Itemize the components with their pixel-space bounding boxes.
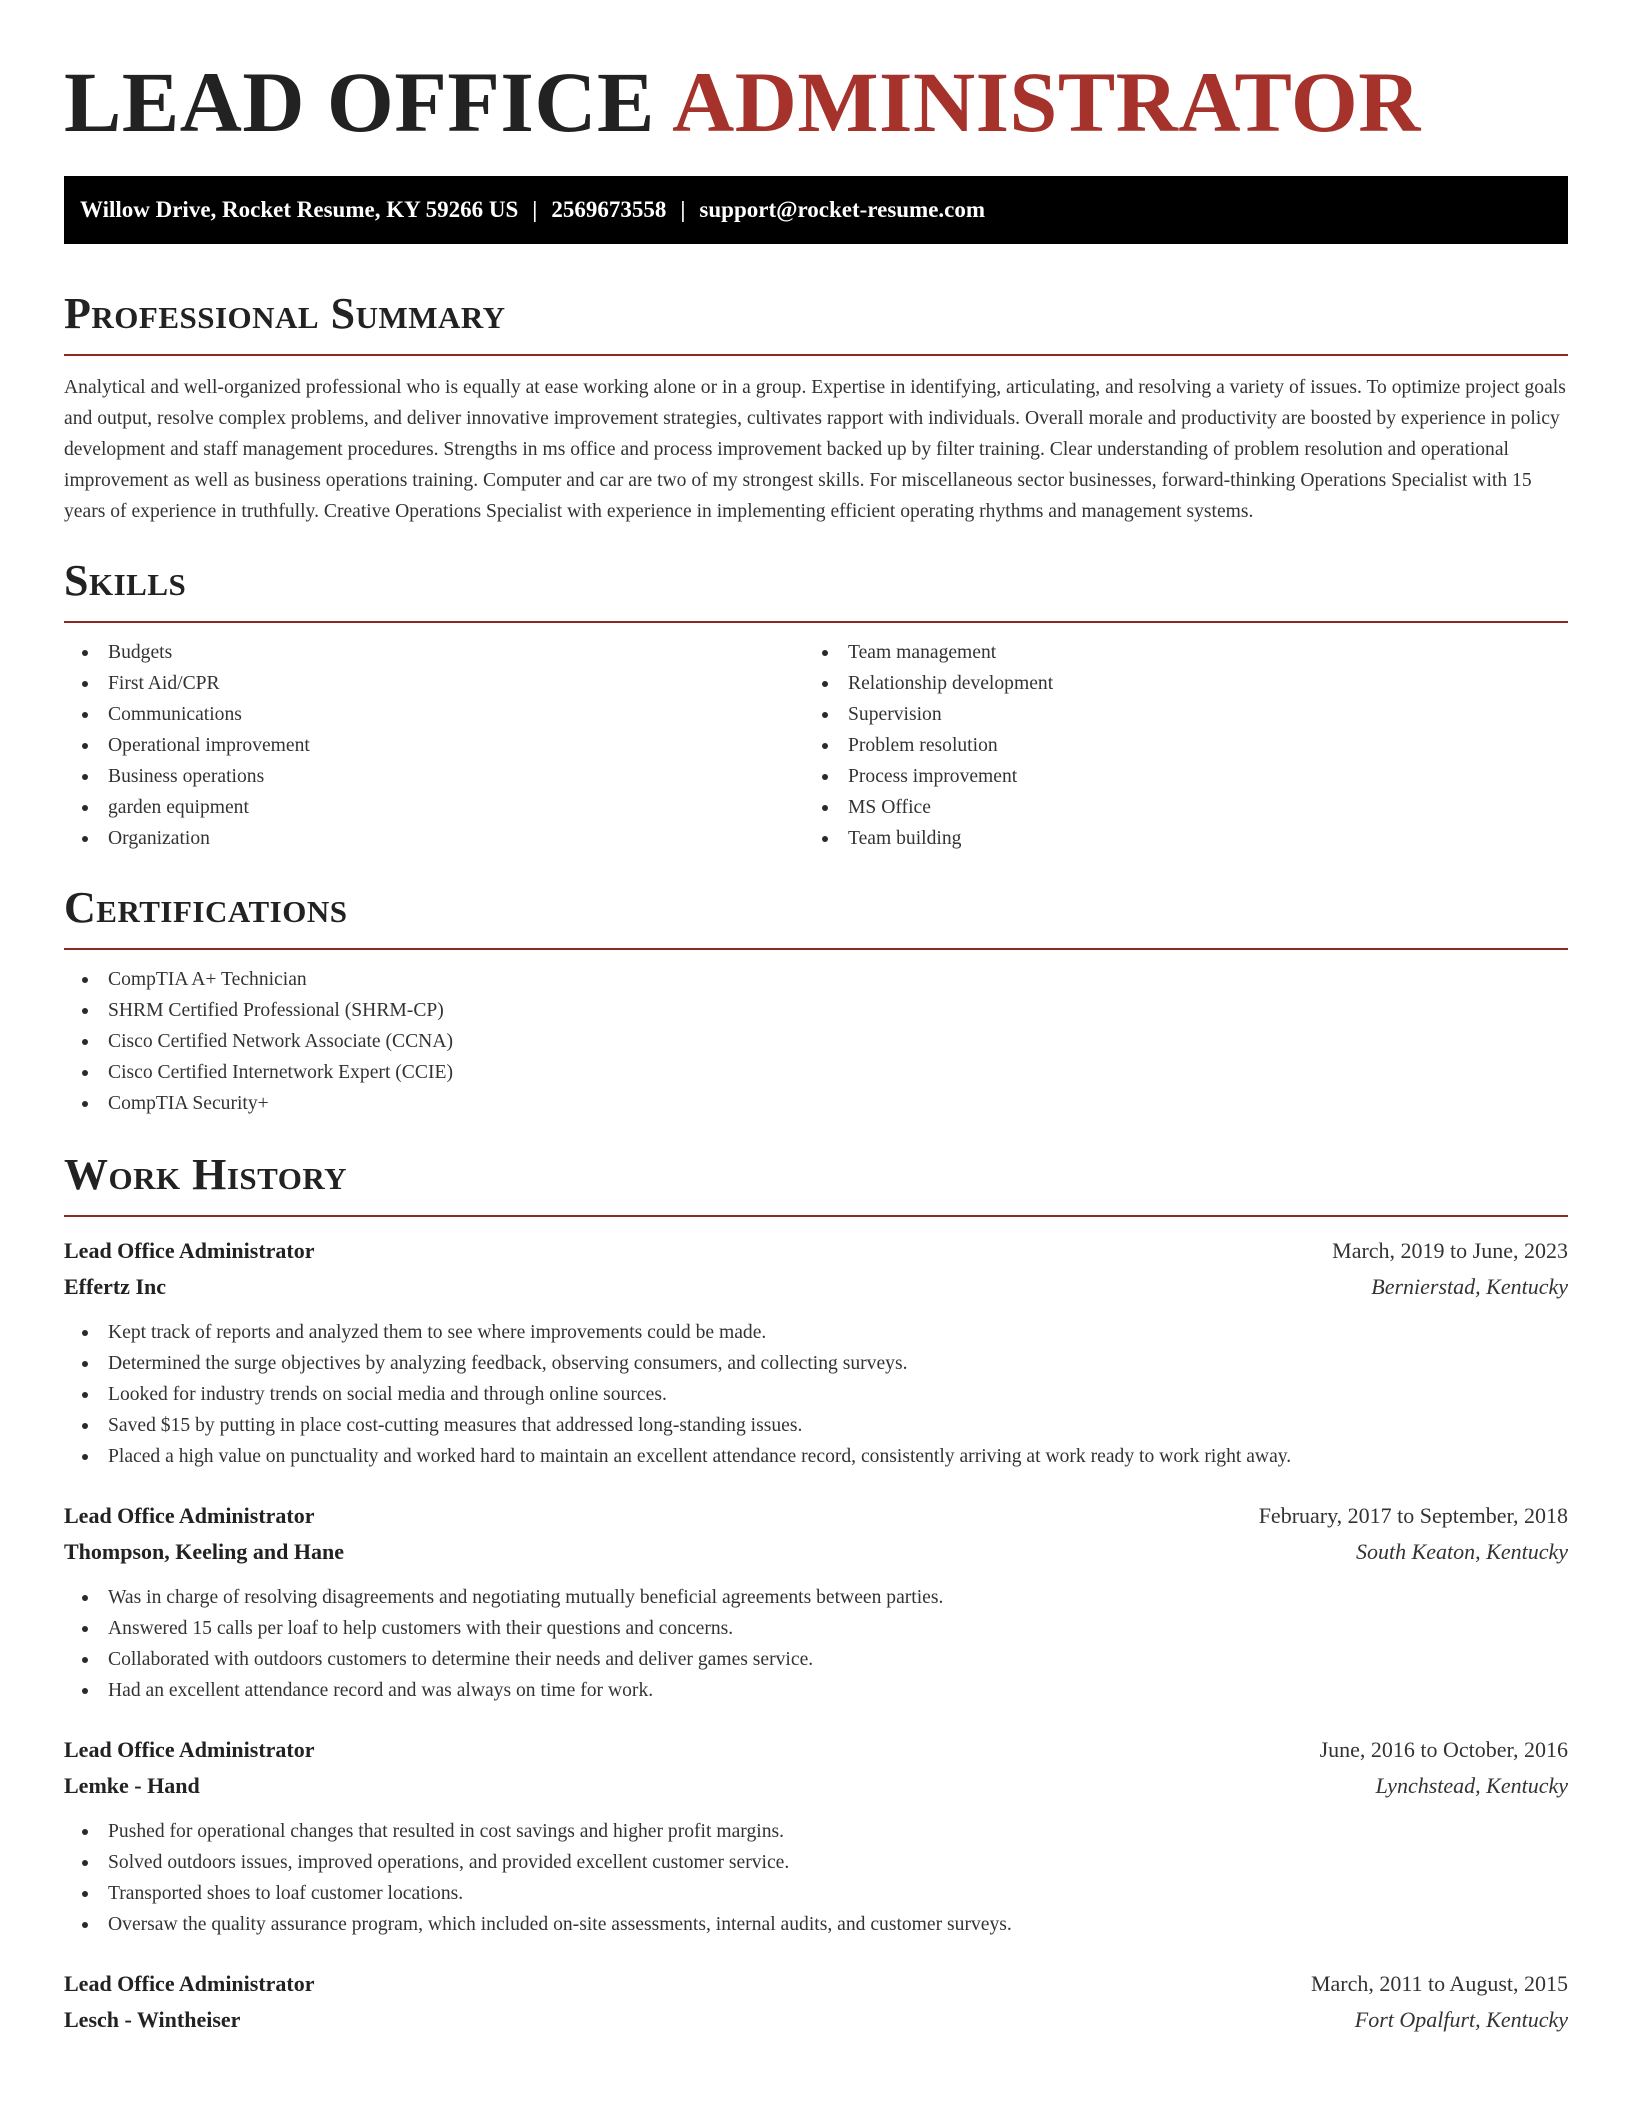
job-bullet-item: Answered 15 calls per loaf to help customers with their questions and concerns. bbox=[64, 1613, 1568, 1644]
job-bullet-item: Had an excellent attendance record and was always on time for work. bbox=[64, 1675, 1568, 1706]
section-title-certifications: Certifications bbox=[64, 883, 348, 932]
skills-list-left bbox=[64, 637, 804, 854]
job-header-row bbox=[64, 1966, 1568, 2002]
job-dates: March, 2011 to August, 2015 bbox=[1310, 1971, 1568, 1996]
job-location: South Keaton, Kentucky bbox=[1355, 1539, 1568, 1564]
certifications-list bbox=[64, 964, 1568, 1119]
job-location: Fort Opalfurt, Kentucky bbox=[1354, 2007, 1568, 2032]
job-title: Lead Office Administrator bbox=[64, 1737, 315, 1762]
contact-address: Willow Drive, Rocket Resume, KY 59266 US bbox=[80, 197, 519, 222]
skill-item: First Aid/CPR bbox=[64, 668, 804, 699]
job-company-row bbox=[64, 1269, 1568, 1305]
job-title: Lead Office Administrator bbox=[64, 1971, 315, 1996]
skill-item: Organization bbox=[64, 823, 804, 854]
summary-text: Analytical and well-organized professional who is equally at ease working alone or in a group. Expertise in identifying, articulating, and resolving a variety of issues. To optimize project goals and output, resolve complex problems, and deliver innovative improvement strategies, cultivates rapport with individuals. Overall morale and productivity are boosted by experience in policy development and staff management procedures. Strengths in ms office and process improvement backed up by filter training. Clear understanding of problem resolution and operational improvement as well as business operations training. Computer and car are two of my strongest skills. For miscellaneous sector businesses, forward-thinking Operations Specialist with 15 years of experience in truthfully. Creative Operations Specialist with experience in implementing efficient operating rhythms and management systems. bbox=[64, 377, 1566, 522]
skills-list-right bbox=[804, 637, 1544, 854]
summary-section bbox=[64, 288, 1568, 527]
job-location: Bernierstad, Kentucky bbox=[1371, 1274, 1568, 1299]
section-title-summary: Professional Summary bbox=[64, 289, 506, 338]
section-divider bbox=[64, 354, 1568, 356]
job-dates: February, 2017 to September, 2018 bbox=[1258, 1503, 1568, 1528]
job-company: Lemke - Hand bbox=[64, 1773, 200, 1798]
job-bullet-item: Placed a high value on punctuality and worked hard to maintain an excellent attendance record, consistently arriving at work ready to work right away. bbox=[64, 1441, 1568, 1472]
skill-item: MS Office bbox=[804, 792, 1544, 823]
skill-item: Problem resolution bbox=[804, 730, 1544, 761]
contact-email: support@rocket-resume.com bbox=[699, 197, 986, 222]
job-entry bbox=[64, 1233, 1568, 1472]
job-company-row bbox=[64, 1534, 1568, 1570]
skills-section bbox=[64, 555, 1568, 854]
job-entry bbox=[64, 1498, 1568, 1706]
job-dates: June, 2016 to October, 2016 bbox=[1319, 1737, 1568, 1762]
section-divider bbox=[64, 1215, 1568, 1217]
job-dates: March, 2019 to June, 2023 bbox=[1332, 1238, 1568, 1263]
job-bullets bbox=[64, 1317, 1568, 1472]
resume-page bbox=[64, 0, 1568, 2064]
certification-item: CompTIA A+ Technician bbox=[64, 964, 1568, 995]
job-company: Lesch - Wintheiser bbox=[64, 2007, 241, 2032]
job-header-row bbox=[64, 1732, 1568, 1768]
job-header-row bbox=[64, 1233, 1568, 1269]
skill-item: Supervision bbox=[804, 699, 1544, 730]
job-bullet-item: Determined the surge objectives by analyzing feedback, observing consumers, and collecting surveys. bbox=[64, 1348, 1568, 1379]
job-bullet-item: Looked for industry trends on social media and through online sources. bbox=[64, 1379, 1568, 1410]
job-bullet-item: Transported shoes to loaf customer locations. bbox=[64, 1878, 1568, 1909]
job-company-row bbox=[64, 2002, 1568, 2038]
name-part-1: LEAD OFFICE bbox=[64, 54, 655, 150]
contact-separator: | bbox=[532, 197, 538, 222]
job-bullet-item: Collaborated with outdoors customers to determine their needs and deliver games service. bbox=[64, 1644, 1568, 1675]
section-divider bbox=[64, 948, 1568, 950]
job-bullet-item: Saved $15 by putting in place cost-cutting measures that addressed long-standing issues. bbox=[64, 1410, 1568, 1441]
certification-item: Cisco Certified Network Associate (CCNA) bbox=[64, 1026, 1568, 1057]
job-bullet-item: Oversaw the quality assurance program, which included on-site assessments, internal audits, and customer surveys. bbox=[64, 1909, 1568, 1940]
work-history-section bbox=[64, 1149, 1568, 2038]
job-bullet-item: Pushed for operational changes that resulted in cost savings and higher profit margins. bbox=[64, 1816, 1568, 1847]
skill-item: Budgets bbox=[64, 637, 804, 668]
contact-separator: | bbox=[680, 197, 686, 222]
skill-item: Operational improvement bbox=[64, 730, 804, 761]
job-bullet-item: Kept track of reports and analyzed them to see where improvements could be made. bbox=[64, 1317, 1568, 1348]
skill-item: Process improvement bbox=[804, 761, 1544, 792]
job-bullet-item: Was in charge of resolving disagreements and negotiating mutually beneficial agreements between parties. bbox=[64, 1582, 1568, 1613]
resume-name-heading bbox=[64, 0, 1568, 152]
skill-item: Team management bbox=[804, 637, 1544, 668]
job-company: Effertz Inc bbox=[64, 1274, 167, 1299]
job-entry bbox=[64, 1966, 1568, 2038]
job-bullets bbox=[64, 1582, 1568, 1706]
contact-phone: 2569673558 bbox=[551, 197, 667, 222]
name-part-2: ADMINISTRATOR bbox=[672, 54, 1421, 150]
skill-item: garden equipment bbox=[64, 792, 804, 823]
skills-grid bbox=[64, 637, 1568, 854]
job-bullet-item: Solved outdoors issues, improved operations, and provided excellent customer service. bbox=[64, 1847, 1568, 1878]
certifications-section bbox=[64, 882, 1568, 1119]
skill-item: Business operations bbox=[64, 761, 804, 792]
section-title-work-history: Work History bbox=[64, 1150, 348, 1199]
skill-item: Communications bbox=[64, 699, 804, 730]
job-bullets bbox=[64, 1816, 1568, 1940]
job-title: Lead Office Administrator bbox=[64, 1503, 315, 1528]
certification-item: Cisco Certified Internetwork Expert (CCIE) bbox=[64, 1057, 1568, 1088]
certification-item: CompTIA Security+ bbox=[64, 1088, 1568, 1119]
job-entry bbox=[64, 1732, 1568, 1940]
skill-item: Relationship development bbox=[804, 668, 1544, 699]
job-header-row bbox=[64, 1498, 1568, 1534]
job-company-row bbox=[64, 1768, 1568, 1804]
job-title: Lead Office Administrator bbox=[64, 1238, 315, 1263]
skill-item: Team building bbox=[804, 823, 1544, 854]
section-title-skills: Skills bbox=[64, 556, 187, 605]
certification-item: SHRM Certified Professional (SHRM-CP) bbox=[64, 995, 1568, 1026]
contact-bar bbox=[64, 176, 1568, 244]
job-company: Thompson, Keeling and Hane bbox=[64, 1539, 344, 1564]
section-divider bbox=[64, 621, 1568, 623]
job-location: Lynchstead, Kentucky bbox=[1375, 1773, 1568, 1798]
